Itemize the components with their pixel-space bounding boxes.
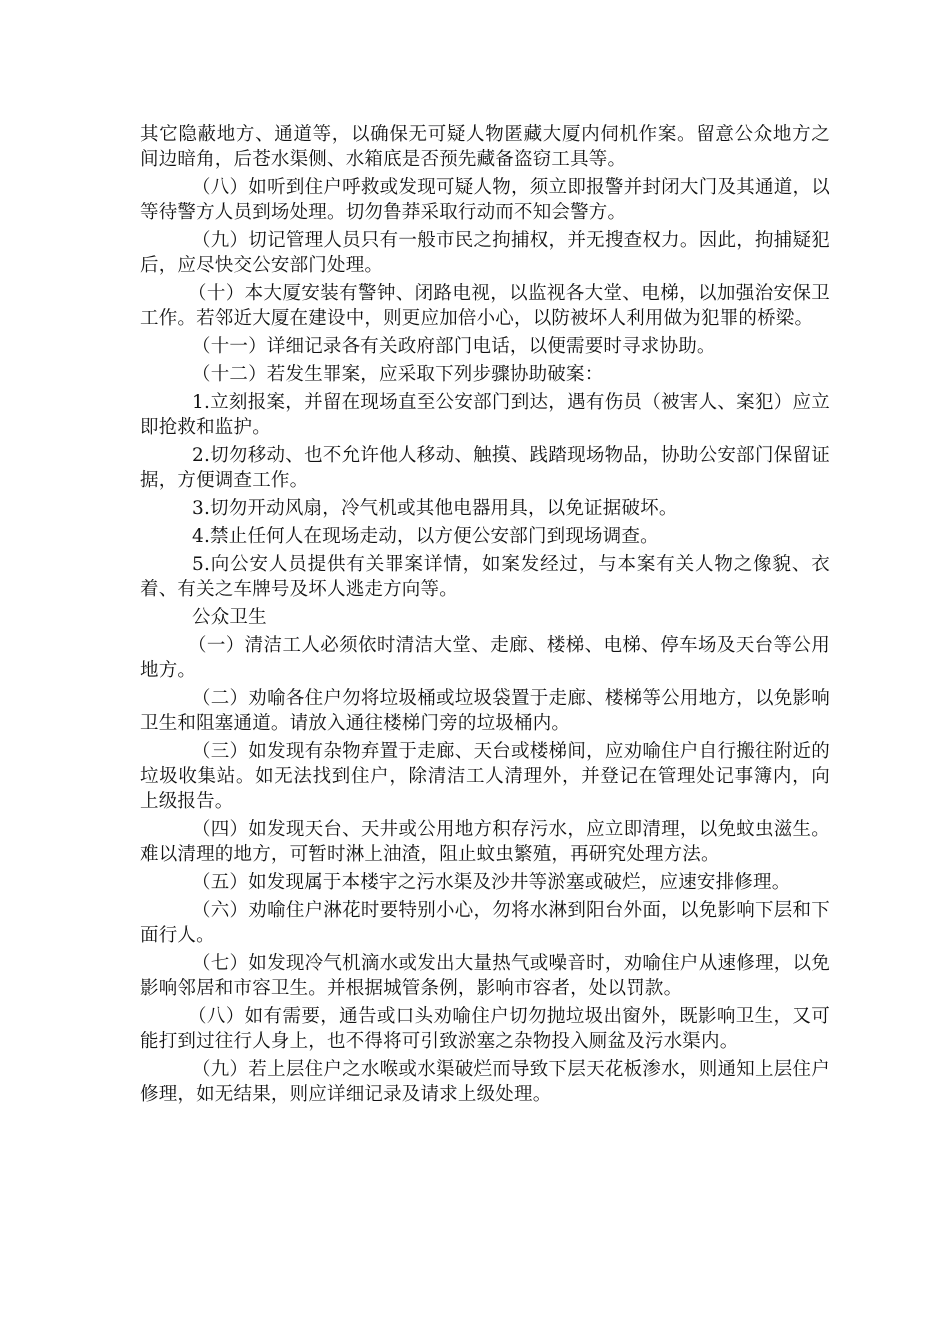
paragraph: （七）如发现冷气机滴水或发出大量热气或噪音时，劝喻住户从速修理，以免影响邻居和市容卫生。并根据城管条例，影响市容者，处以罚款。 xyxy=(140,953,830,999)
list-item: 1.立刻报案，并留在现场直至公安部门到达，遇有伤员（被害人、案犯）应立即抢救和监护。 xyxy=(140,392,830,438)
paragraph: （三）如发现有杂物弃置于走廊、天台或楼梯间，应劝喻住户自行搬往附近的垃圾收集站。如无法找到住户，除清洁工人清理外，并登记在管理处记事簿内，向上级报告。 xyxy=(140,741,830,812)
paragraph: 其它隐蔽地方、通道等，以确保无可疑人物匿藏大厦内伺机作案。留意公众地方之间边暗角，后苍水渠侧、水箱底是否预先藏备盗窃工具等。 xyxy=(140,124,830,170)
list-item: 4.禁止任何人在现场走动，以方便公安部门到现场调查。 xyxy=(192,526,659,547)
paragraph: （八）如有需要，通告或口头劝喻住户切勿抛垃圾出窗外，既影响卫生，又可能打到过往行人身上，也不得将可引致淤塞之杂物投入厕盆及污水渠内。 xyxy=(140,1006,830,1052)
paragraph: （十）本大厦安装有警钟、闭路电视，以监视各大堂、电梯，以加强治安保卫工作。若邻近大厦在建设中，则更应加倍小心，以防被坏人利用做为犯罪的桥梁。 xyxy=(140,283,830,329)
paragraph: （一）清洁工人必须依时清洁大堂、走廊、楼梯、电梯、停车场及天台等公用地方。 xyxy=(140,635,830,681)
paragraph: （六）劝喻住户淋花时要特别小心，勿将水淋到阳台外面，以免影响下层和下面行人。 xyxy=(140,900,830,946)
paragraph: （九）若上层住户之水喉或水渠破烂而导致下层天花板渗水，则通知上层住户修理，如无结果，则应详细记录及请求上级处理。 xyxy=(140,1059,830,1105)
document-body xyxy=(140,122,830,1110)
paragraph: （二）劝喻各住户勿将垃圾桶或垃圾袋置于走廊、楼梯等公用地方，以免影响卫生和阻塞通道。请放入通往楼梯门旁的垃圾桶内。 xyxy=(140,688,830,734)
list-item: 2.切勿移动、也不允许他人移动、触摸、践踏现场物品，协助公安部门保留证据，方便调查工作。 xyxy=(140,445,830,491)
paragraph: （十二）若发生罪案，应采取下列步骤协助破案： xyxy=(192,364,604,385)
paragraph: （九）切记管理人员只有一般市民之拘捕权，并无搜查权力。因此，拘捕疑犯后，应尽快交公安部门处理。 xyxy=(140,230,830,276)
paragraph: （四）如发现天台、天井或公用地方积存污水，应立即清理，以免蚊虫滋生。难以清理的地方，可暂时淋上油渣，阻止蚊虫繁殖，再研究处理方法。 xyxy=(140,819,830,865)
list-item: 3.切勿开动风扇，冷气机或其他电器用具，以免证据破坏。 xyxy=(192,498,678,519)
paragraph: （十一）详细记录各有关政府部门电话，以便需要时寻求协助。 xyxy=(192,336,716,357)
list-item: 5.向公安人员提供有关罪案详情，如案发经过，与本案有关人物之像貌、衣着、有关之车牌号及坏人逃走方向等。 xyxy=(140,554,830,600)
paragraph: （五）如发现属于本楼宇之污水渠及沙井等淤塞或破烂，应速安排修理。 xyxy=(192,872,791,893)
paragraph: （八）如听到住户呼救或发现可疑人物，须立即报警并封闭大门及其通道，以等待警方人员到场处理。切勿鲁莽采取行动而不知会警方。 xyxy=(140,177,830,223)
section-heading: 公众卫生 xyxy=(192,607,267,628)
